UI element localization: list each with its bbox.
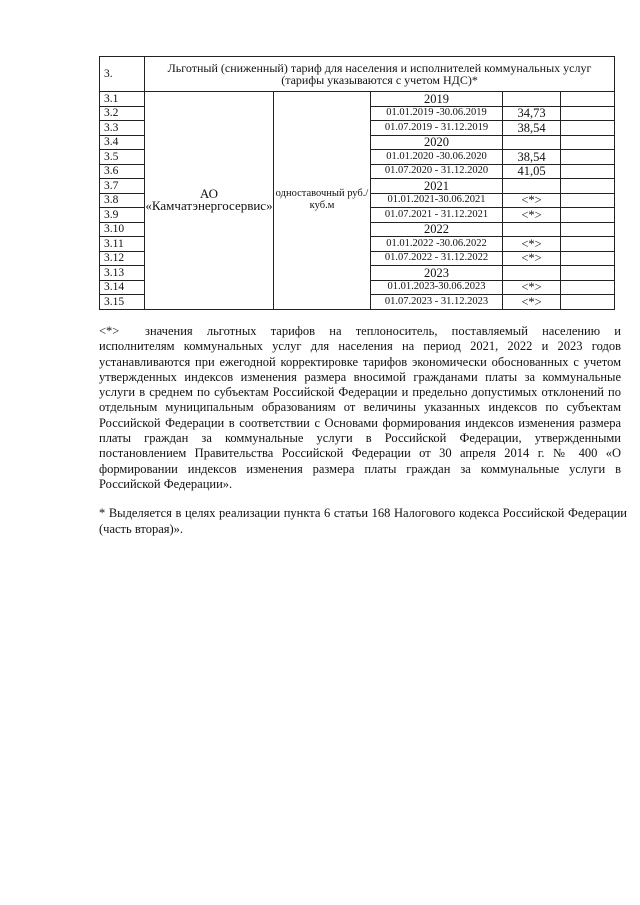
row-number: 3.13 <box>100 266 145 281</box>
value-cell-empty <box>503 92 561 107</box>
row-number: 3.15 <box>100 295 145 310</box>
note-text: значения льготных тарифов на теплоноситель, поставляемый населению и исполнителям коммунальных услуг для населения на период 2021, 2022 и 2023 годов устанавливаются при ежегодной корректировке тарифов экономически обоснованных с учетом утвержденных индексов изменения размера вносимой гражданами платы за коммунальные услуги в среднем по субъектам Российской Федерации и предельно допустимых отклонений по отдельным муниципальным образованиям от величины указанных индексов по субъектам Российской Федерации в соответствии с Основами формирования индексов изменения размера платы граждан за коммунальные услуги в Российской Федерации, утвержденными постановлением Правительства Российской Федерации от 30 апреля 2014 г. № 400 «О формировании индексов изменения размера платы граждан за коммунальные услуги в Российской Федерации». <box>99 324 621 491</box>
extra-cell-empty <box>561 193 615 208</box>
row-number: 3.8 <box>100 193 145 208</box>
extra-cell-empty <box>561 266 615 281</box>
tariff-value: 38,54 <box>503 150 561 165</box>
row-number: 3.7 <box>100 179 145 194</box>
table-row <box>100 92 615 107</box>
extra-cell-empty <box>561 106 615 121</box>
extra-cell-empty <box>561 222 615 237</box>
row-number: 3.1 <box>100 92 145 107</box>
row-number: 3.4 <box>100 135 145 150</box>
tariff-value: <*> <box>503 237 561 252</box>
tariff-value: 41,05 <box>503 164 561 179</box>
table-header-row <box>100 57 615 92</box>
year-label: 2023 <box>371 266 503 281</box>
tariff-note <box>99 324 621 492</box>
extra-cell-empty <box>561 251 615 266</box>
extra-cell-empty <box>561 208 615 223</box>
row-number: 3.11 <box>100 237 145 252</box>
tariff-value: <*> <box>503 208 561 223</box>
row-number: 3.2 <box>100 106 145 121</box>
row-number: 3.3 <box>100 121 145 136</box>
period-label: 01.07.2022 - 31.12.2022 <box>371 251 503 266</box>
header-title: Льготный (сниженный) тариф для населения и исполнителей коммунальных услуг (тарифы указываются с учетом НДС)* <box>145 57 615 92</box>
period-label: 01.07.2023 - 31.12.2023 <box>371 295 503 310</box>
tariff-value: <*> <box>503 251 561 266</box>
value-cell-empty <box>503 222 561 237</box>
period-label: 01.01.2021-30.06.2021 <box>371 193 503 208</box>
extra-cell-empty <box>561 135 615 150</box>
extra-cell-empty <box>561 179 615 194</box>
vat-footnote: * Выделяется в целях реализации пункта 6 статьи 168 Налогового кодекса Российской Федерации (часть вторая)». <box>99 506 627 536</box>
value-cell-empty <box>503 266 561 281</box>
header-number: 3. <box>100 57 145 92</box>
year-label: 2020 <box>371 135 503 150</box>
value-cell-empty <box>503 179 561 194</box>
tariff-value: 38,54 <box>503 121 561 136</box>
value-cell-empty <box>503 135 561 150</box>
tariff-unit: одноставочный руб./куб.м <box>274 92 371 310</box>
period-label: 01.01.2022 -30.06.2022 <box>371 237 503 252</box>
tariff-value: <*> <box>503 295 561 310</box>
period-label: 01.07.2021 - 31.12.2021 <box>371 208 503 223</box>
row-number: 3.14 <box>100 280 145 295</box>
year-label: 2022 <box>371 222 503 237</box>
year-label: 2021 <box>371 179 503 194</box>
year-label: 2019 <box>371 92 503 107</box>
row-number: 3.12 <box>100 251 145 266</box>
extra-cell-empty <box>561 295 615 310</box>
tariff-value: <*> <box>503 193 561 208</box>
row-number: 3.9 <box>100 208 145 223</box>
row-number: 3.6 <box>100 164 145 179</box>
period-label: 01.01.2019 -30.06.2019 <box>371 106 503 121</box>
tariff-value: <*> <box>503 280 561 295</box>
note-marker: <*> <box>99 324 120 338</box>
row-number: 3.10 <box>100 222 145 237</box>
extra-cell-empty <box>561 164 615 179</box>
extra-cell-empty <box>561 280 615 295</box>
extra-cell-empty <box>561 150 615 165</box>
row-number: 3.5 <box>100 150 145 165</box>
extra-cell-empty <box>561 92 615 107</box>
period-label: 01.07.2020 - 31.12.2020 <box>371 164 503 179</box>
extra-cell-empty <box>561 121 615 136</box>
period-label: 01.01.2023-30.06.2023 <box>371 280 503 295</box>
period-label: 01.07.2019 - 31.12.2019 <box>371 121 503 136</box>
tariff-value: 34,73 <box>503 106 561 121</box>
extra-cell-empty <box>561 237 615 252</box>
period-label: 01.01.2020 -30.06.2020 <box>371 150 503 165</box>
tariff-table <box>99 56 615 310</box>
organization-name: АО «Камчатэнергосервис» <box>145 92 274 310</box>
